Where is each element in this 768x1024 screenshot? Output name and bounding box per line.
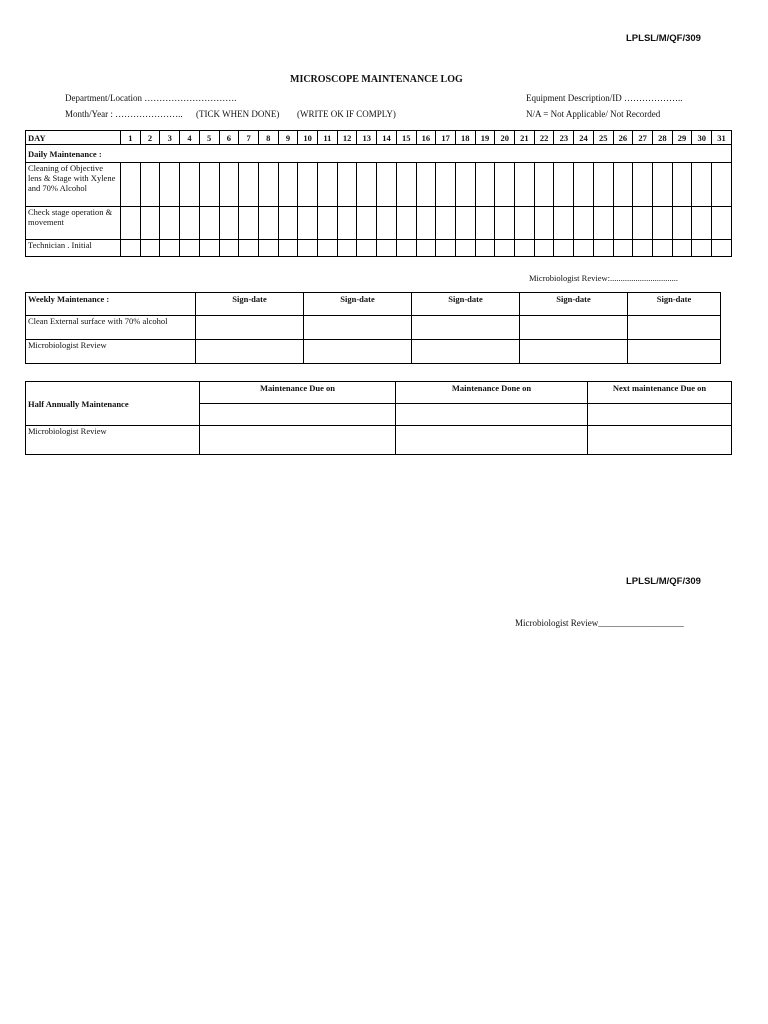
daily-check-cell [436,240,456,257]
day-column-header: 28 [652,131,672,145]
weekly-cell [304,316,412,340]
weekly-row [26,340,721,364]
weekly-cell [196,340,304,364]
daily-check-cell [258,240,278,257]
weekly-cell [304,340,412,364]
daily-task-row [26,240,732,257]
daily-check-cell [357,207,377,240]
daily-check-cell [712,163,732,207]
day-column-header: 22 [534,131,554,145]
daily-check-cell [692,240,712,257]
daily-check-cell [436,207,456,240]
day-column-header: 17 [436,131,456,145]
day-column-header: 29 [672,131,692,145]
day-column-header: 11 [318,131,338,145]
task-check-stage: Check stage operation & movement [26,207,121,240]
daily-check-cell [534,240,554,257]
day-column-header: 4 [180,131,200,145]
daily-check-cell [455,240,475,257]
daily-check-cell [278,240,298,257]
day-column-header: 15 [396,131,416,145]
day-column-header: 13 [357,131,377,145]
daily-check-cell [318,163,338,207]
weekly-sign-date-col-2: Sign-date [304,293,412,316]
day-column-header: 31 [712,131,732,145]
day-column-header: 27 [633,131,653,145]
daily-check-cell [318,207,338,240]
weekly-header-row [26,293,721,316]
half-annual-cell [396,426,588,455]
day-column-header: 16 [416,131,436,145]
day-column-header: 23 [554,131,574,145]
daily-check-cell [613,163,633,207]
daily-check-cell [298,163,318,207]
weekly-section-label: Weekly Maintenance : [26,293,196,316]
daily-check-cell [160,240,180,257]
daily-check-cell [377,163,397,207]
daily-check-cell [652,207,672,240]
tick-when-done-note: (TICK WHEN DONE) [196,109,280,119]
daily-check-cell [199,207,219,240]
daily-check-cell [278,163,298,207]
daily-check-cell [298,240,318,257]
daily-check-cell [140,240,160,257]
daily-check-cell [495,163,515,207]
daily-check-cell [121,207,141,240]
daily-check-cell [475,207,495,240]
daily-check-cell [140,207,160,240]
daily-check-cell [475,240,495,257]
day-column-header: 10 [298,131,318,145]
task-technician-initial: Technician . Initial [26,240,121,257]
daily-check-cell [140,163,160,207]
daily-check-cell [396,163,416,207]
page-title: MICROSCOPE MAINTENANCE LOG [290,74,463,85]
daily-check-cell [495,207,515,240]
daily-check-cell [436,163,456,207]
daily-check-cell [219,163,239,207]
daily-check-cell [534,207,554,240]
task-cleaning-lens: Cleaning of Objective lens & Stage with Xylene and 70% Alcohol [26,163,121,207]
daily-check-cell [534,163,554,207]
department-location-field: Department/Location …………………………. [65,93,237,103]
daily-check-cell [416,240,436,257]
daily-check-cell [318,240,338,257]
maintenance-done-on-col: Maintenance Done on [396,382,588,404]
weekly-cell [520,316,628,340]
daily-check-cell [515,240,535,257]
daily-check-cell [121,163,141,207]
daily-check-cell [633,163,653,207]
weekly-row [26,316,721,340]
daily-check-cell [613,240,633,257]
daily-check-cell [495,240,515,257]
daily-check-cell [396,240,416,257]
daily-check-cell [652,240,672,257]
day-column-header: 20 [495,131,515,145]
daily-check-cell [712,207,732,240]
half-annual-section-label: Half Annually Maintenance [26,382,200,426]
daily-check-cell [239,163,259,207]
daily-check-cell [357,163,377,207]
daily-check-cell [416,163,436,207]
day-column-header: 6 [219,131,239,145]
daily-check-cell [554,207,574,240]
half-annual-cell [588,426,732,455]
maintenance-due-on-col: Maintenance Due on [200,382,396,404]
weekly-cell [628,316,721,340]
weekly-cell [628,340,721,364]
day-column-header: 14 [377,131,397,145]
daily-check-cell [337,240,357,257]
weekly-sign-date-col-5: Sign-date [628,293,721,316]
weekly-sign-date-col-1: Sign-date [196,293,304,316]
daily-check-cell [258,163,278,207]
daily-check-cell [416,207,436,240]
daily-check-cell [121,240,141,257]
daily-check-cell [574,207,594,240]
weekly-sign-date-col-3: Sign-date [412,293,520,316]
weekly-sign-date-col-4: Sign-date [520,293,628,316]
day-column-header: 1 [121,131,141,145]
daily-check-cell [593,207,613,240]
half-annual-row [26,426,732,455]
footer-microbiologist-review: Microbiologist Review___________________ [515,618,684,628]
daily-check-cell [337,207,357,240]
half-annual-cell [396,404,588,426]
day-column-header: 18 [455,131,475,145]
daily-check-cell [219,240,239,257]
daily-check-cell [692,207,712,240]
daily-check-cell [298,207,318,240]
daily-microbiologist-review: Microbiologist Review:................................ [529,273,678,283]
daily-check-cell [377,240,397,257]
daily-check-cell [672,207,692,240]
daily-check-cell [593,240,613,257]
day-column-header: 30 [692,131,712,145]
half-annual-maintenance-table [25,381,732,455]
daily-check-cell [337,163,357,207]
document-code: LPLSL/M/QF/309 [626,33,701,44]
daily-check-cell [672,163,692,207]
daily-section-row [26,145,732,163]
daily-check-cell [652,163,672,207]
day-column-header: 9 [278,131,298,145]
daily-check-cell [633,240,653,257]
daily-check-cell [515,163,535,207]
daily-check-cell [692,163,712,207]
daily-check-cell [160,207,180,240]
daily-check-cell [515,207,535,240]
daily-section-label: Daily Maintenance : [26,145,732,163]
daily-check-cell [278,207,298,240]
weekly-cell [196,316,304,340]
na-legend: N/A = Not Applicable/ Not Recorded [526,109,661,119]
daily-check-cell [180,240,200,257]
daily-check-cell [613,207,633,240]
daily-check-cell [180,163,200,207]
daily-check-cell [160,163,180,207]
footer-document-code: LPLSL/M/QF/309 [626,576,701,587]
day-column-header: 25 [593,131,613,145]
daily-check-cell [554,163,574,207]
month-year-field: Month/Year : ………………….. [65,109,183,119]
daily-check-cell [199,163,219,207]
daily-check-cell [258,207,278,240]
daily-check-cell [455,207,475,240]
daily-check-cell [554,240,574,257]
day-column-header: 19 [475,131,495,145]
daily-check-cell [593,163,613,207]
daily-check-cell [180,207,200,240]
weekly-cell [520,340,628,364]
day-column-header: 26 [613,131,633,145]
daily-check-cell [633,207,653,240]
next-maintenance-due-col: Next maintenance Due on [588,382,732,404]
weekly-cell [412,316,520,340]
day-column-header: 24 [574,131,594,145]
daily-maintenance-table [25,130,732,257]
day-column-header: 2 [140,131,160,145]
daily-task-row [26,207,732,240]
weekly-task-clean-external: Clean External surface with 70% alcohol [26,316,196,340]
daily-check-cell [574,240,594,257]
day-header-row [26,131,732,145]
half-annual-cell [200,426,396,455]
daily-check-cell [239,207,259,240]
day-column-header: 5 [199,131,219,145]
daily-check-cell [574,163,594,207]
half-annual-cell [588,404,732,426]
day-column-header: 21 [515,131,535,145]
weekly-microbiologist-review: Microbiologist Review [26,340,196,364]
half-annual-microbiologist-review: Microbiologist Review [26,426,200,455]
day-label: DAY [26,131,121,145]
weekly-maintenance-table [25,292,721,364]
weekly-cell [412,340,520,364]
daily-check-cell [219,207,239,240]
write-ok-note: (WRITE OK IF COMPLY) [297,109,396,119]
day-column-header: 8 [258,131,278,145]
daily-task-row [26,163,732,207]
half-annual-header-row [26,382,732,404]
daily-check-cell [396,207,416,240]
daily-check-cell [199,240,219,257]
equipment-description-field: Equipment Description/ID ……………….. [526,93,683,103]
day-column-header: 3 [160,131,180,145]
daily-check-cell [475,163,495,207]
daily-check-cell [357,240,377,257]
daily-check-cell [712,240,732,257]
day-column-header: 7 [239,131,259,145]
half-annual-cell [200,404,396,426]
day-column-header: 12 [337,131,357,145]
daily-check-cell [377,207,397,240]
daily-check-cell [239,240,259,257]
daily-check-cell [455,163,475,207]
daily-check-cell [672,240,692,257]
